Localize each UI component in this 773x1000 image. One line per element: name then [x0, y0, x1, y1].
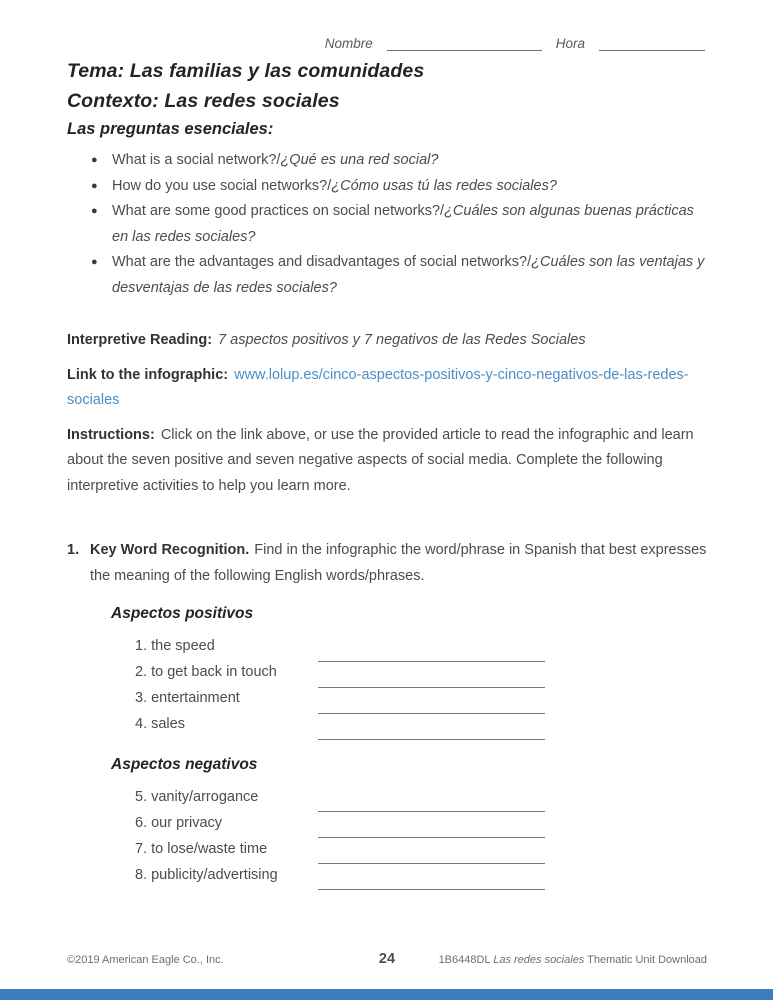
name-hour-header	[325, 36, 705, 51]
activity-title: Key Word Recognition.	[90, 542, 250, 558]
question-spanish: ¿Qué es una red social?	[280, 152, 439, 168]
question-english: What are some good practices on social networks?/	[112, 203, 445, 219]
question-item	[67, 174, 707, 200]
answer-blank	[318, 817, 545, 838]
instructions-text: Click on the link above, or use the provided article to read the infographic and learn about the seven positive and seven negative aspects of social media. Complete the following interpretive activities to help you learn more.	[67, 426, 694, 494]
essential-questions-list	[67, 148, 707, 301]
answer-blank	[318, 719, 545, 740]
negative-answers	[90, 786, 707, 890]
answer-label: 8. publicity/advertising	[135, 866, 278, 883]
question-english: How do you use social networks?/	[112, 177, 332, 194]
answer-row	[135, 786, 707, 812]
question-english: What is a social network?/	[112, 152, 281, 168]
nombre-blank	[387, 36, 542, 51]
question-item	[67, 250, 707, 301]
answer-label: 3. entertainment	[135, 690, 240, 706]
contexto-title: Contexto: Las redes sociales	[67, 90, 340, 112]
activity-1	[67, 538, 707, 890]
answer-label: 2. to get back in touch	[135, 664, 277, 680]
answer-blank	[318, 869, 545, 890]
answer-blank	[318, 693, 545, 714]
interpretive-reading-label: Interpretive Reading:	[67, 332, 213, 348]
answer-row	[135, 714, 707, 740]
activity-number: 1.	[67, 542, 80, 558]
question-item	[67, 199, 707, 250]
question-item	[67, 148, 707, 174]
answer-row	[135, 662, 707, 688]
page-number: 24	[378, 951, 396, 967]
negative-aspects-heading: Aspectos negativos	[111, 755, 258, 773]
hora-blank	[599, 36, 705, 51]
hora-label: Hora	[555, 36, 585, 51]
answer-blank	[318, 667, 545, 688]
instructions-paragraph	[67, 423, 707, 500]
worksheet-content	[67, 60, 707, 890]
answer-label: 4. sales	[135, 716, 185, 732]
product-info	[439, 954, 707, 966]
answer-label: 1. the speed	[135, 638, 215, 654]
essential-questions-heading: Las preguntas esenciales:	[67, 120, 274, 138]
answer-blank	[318, 843, 545, 864]
answer-row	[135, 688, 707, 714]
answer-label: 5. vanity/arrogance	[135, 788, 259, 805]
product-code: 1B6448DL	[438, 954, 494, 966]
product-title: Las redes sociales	[493, 954, 585, 966]
question-spanish: ¿Cuáles son las ventajas y desventajas de las redes sociales?	[112, 254, 705, 296]
infographic-link[interactable]: www.lolup.es/cinco-aspectos-positivos-y-cinco-negativos-de-las-redes-sociales	[67, 366, 689, 408]
answer-blank	[318, 791, 545, 812]
interpretive-reading-line	[67, 328, 707, 354]
activity-description-text: Find in the infographic the word/phrase in Spanish that best expresses the meaning of the following English words/phrases.	[90, 542, 707, 584]
answer-row	[135, 636, 707, 662]
question-english: What are the advantages and disadvantages of social networks?/	[112, 254, 532, 270]
answer-row	[135, 838, 707, 864]
question-spanish: ¿Cuáles son algunas buenas prácticas en las redes sociales?	[112, 203, 694, 245]
answer-label: 7. to lose/waste time	[135, 840, 268, 857]
activity-body	[90, 538, 707, 890]
bullet-icon: ●	[91, 256, 98, 268]
bottom-accent-bar	[0, 989, 773, 1000]
nombre-label: Nombre	[324, 36, 373, 51]
copyright-text: ©2019 American Eagle Co., Inc.	[67, 954, 224, 966]
bullet-icon: ●	[91, 205, 98, 217]
question-spanish: ¿Cómo usas tú las redes sociales?	[331, 177, 557, 194]
positive-answers	[90, 636, 707, 740]
reading-title: 7 aspectos positivos y 7 negativos de las Redes Sociales	[218, 332, 586, 348]
instructions-label: Instructions:	[67, 426, 155, 443]
answer-row	[135, 864, 707, 890]
product-suffix: Thematic Unit Download	[584, 954, 707, 966]
activity-description	[90, 538, 707, 589]
bullet-icon: ●	[91, 179, 98, 192]
answer-blank	[318, 641, 545, 662]
answer-label: 6. our privacy	[135, 814, 223, 831]
answer-row	[135, 812, 707, 838]
positive-aspects-heading: Aspectos positivos	[111, 605, 254, 622]
infographic-link-line	[67, 363, 707, 414]
link-label: Link to the infographic:	[67, 366, 229, 383]
bullet-icon: ●	[91, 154, 98, 166]
tema-title: Tema: Las familias y las comunidades	[67, 60, 425, 82]
